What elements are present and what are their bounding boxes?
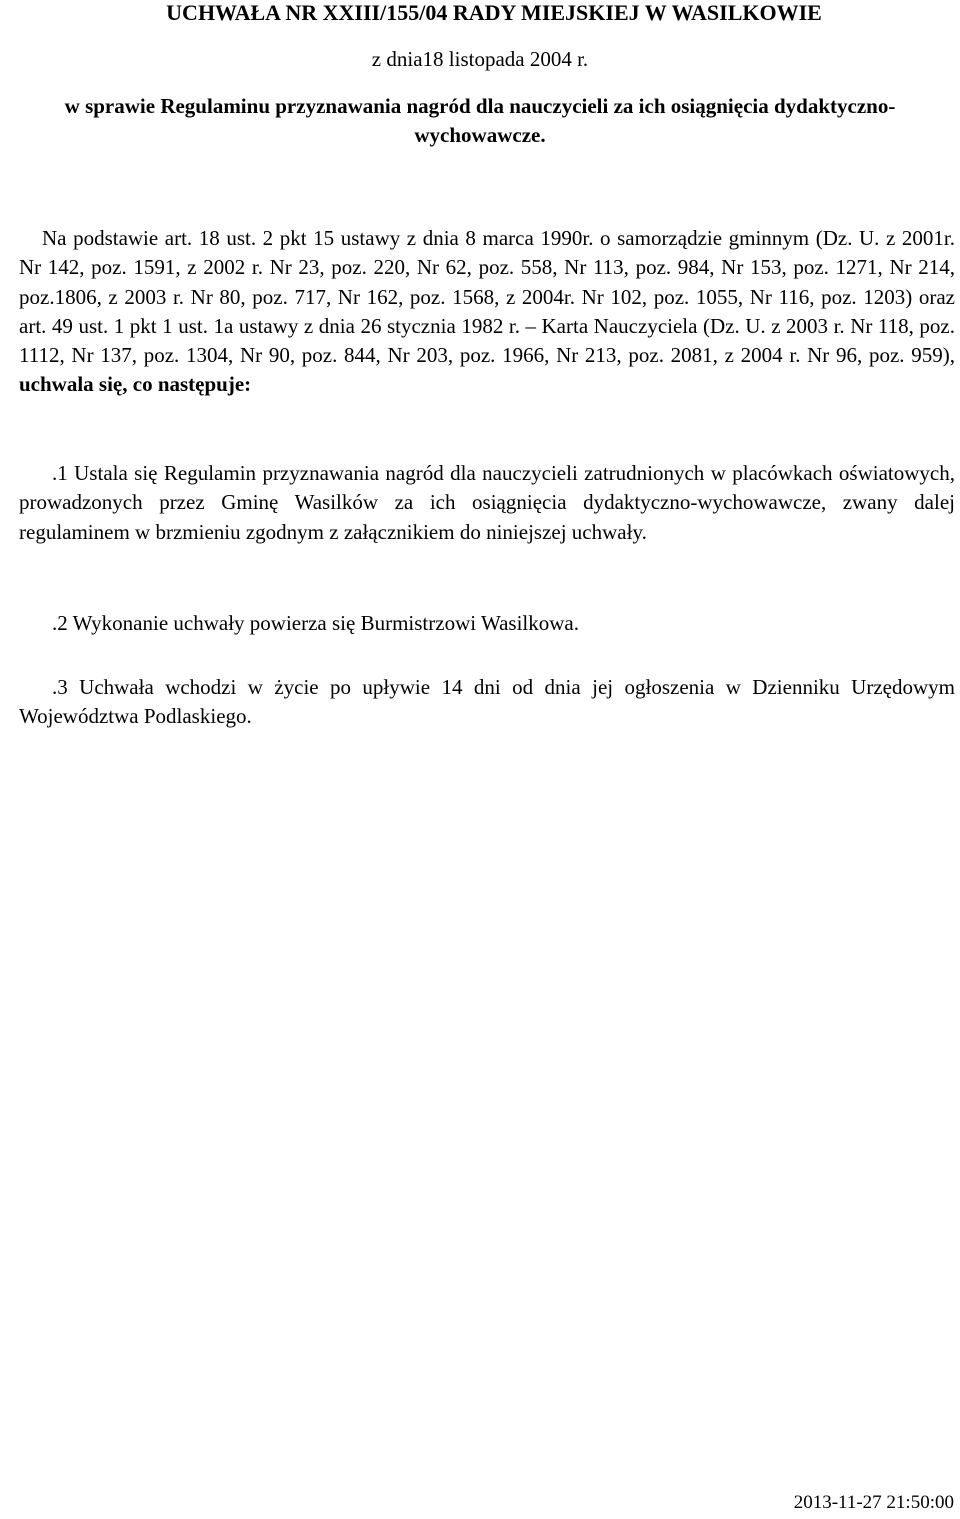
legal-basis-paragraph xyxy=(19,224,955,400)
document-subject: w sprawie Regulaminu przyznawania nagród dla nauczycieli za ich osiągnięcia dydaktyczno-wychowawcze. xyxy=(64,94,896,147)
paragraph-2-text: .2 Wykonanie uchwały powierza się Burmistrzowi Wasilkowa. xyxy=(52,611,579,635)
paragraph-2 xyxy=(19,609,955,638)
document-date: z dnia18 listopada 2004 r. xyxy=(371,47,589,71)
footer-timestamp: 2013-11-27 21:50:00 xyxy=(793,1492,954,1513)
document-title: UCHWAŁA NR XXIII/155/04 RADY MIEJSKIEJ W WASILKOWIE xyxy=(166,0,822,25)
paragraph-3-text: .3 Uchwała wchodzi w życie po upływie 14 dni od dnia jej ogłoszenia w Dzienniku Urzędowym Województwa Podlaskiego. xyxy=(19,675,955,729)
legal-basis-text: Na podstawie art. 18 ust. 2 pkt 15 ustawy z dnia 8 marca 1990r. o samorządzie gminnym (Dz. U. z 2001r. Nr 142, poz. 1591, z 2002 r. Nr 23, poz. 220, Nr 62, poz. 558, Nr 113, poz. 984, Nr 153, poz. 1271, Nr 214, poz.1806, z 2003 r. Nr 80, poz. 717, Nr 162, poz. 1568, z 2004r. Nr 102, poz. 1055, Nr 116, poz. 1203) oraz art. 49 ust. 1 pkt 1 ust. 1a ustawy z dnia 26 stycznia 1982 r. – Karta Nauczyciela (Dz. U. z 2003 r. Nr 118, poz. 1112, Nr 137, poz. 1304, Nr 90, poz. 844, Nr 203, poz. 1966, Nr 213, poz. 2081, z 2004 r. Nr 96, poz. 959), xyxy=(19,226,955,368)
paragraph-1-text: .1 Ustala się Regulamin przyznawania nagród dla nauczycieli zatrudnionych w placówkach oświatowych, prowadzonych przez Gminę Wasilków za ich osiągnięcia dydaktyczno-wychowawcze, zwany dalej regulaminem w brzmieniu zgodnym z załącznikiem do niniejszej uchwały. xyxy=(19,461,955,544)
paragraph-3 xyxy=(19,673,955,732)
resolution-clause: uchwala się, co następuje: xyxy=(19,372,252,397)
paragraph-1 xyxy=(19,459,955,547)
